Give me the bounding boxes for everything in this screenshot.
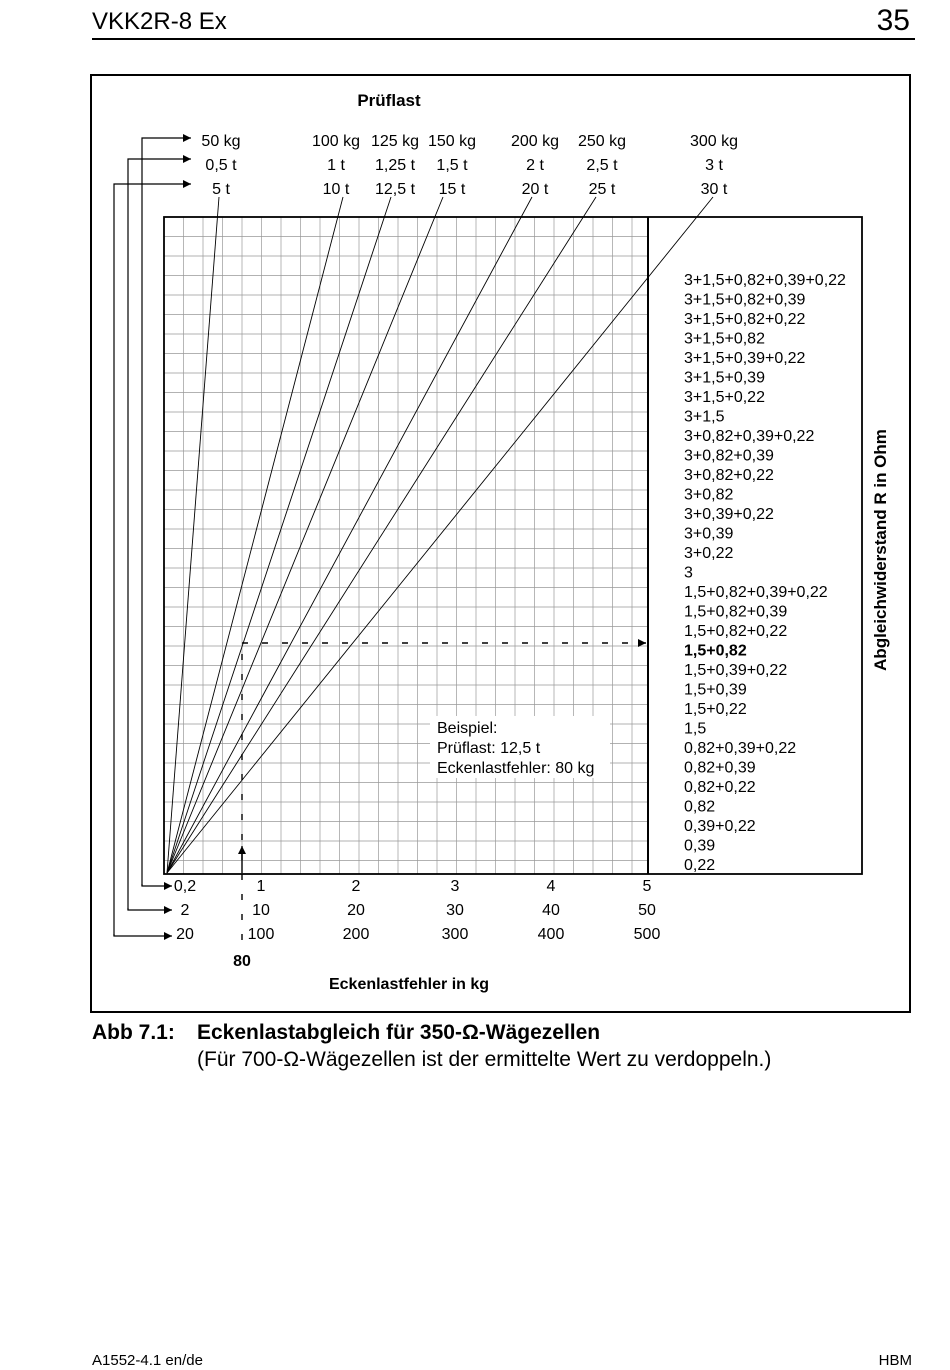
page-number: 35 [876,4,910,37]
error-label: 40 [542,902,560,919]
resistor-label: 3+0,82 [684,486,734,504]
load-label: 250 kg [577,133,627,150]
error-label: 400 [537,926,565,943]
error-label: 2 [351,878,361,895]
load-label: 300 kg [689,133,739,150]
resistor-label: 0,22 [684,857,716,874]
resistor-label: 3+1,5 [684,408,725,426]
scale-arrows [114,138,191,936]
resistor-label: 1,5+0,82+0,39+0,22 [684,584,828,601]
resistor-label: 0,82+0,39+0,22 [684,740,797,757]
scale-arrow-top [128,159,191,910]
load-ray-3 [167,197,443,873]
error-label: 2 [180,902,190,919]
resistor-label: 1,5+0,82+0,39 [684,603,788,621]
resistor-label: 3+1,5+0,39+0,22 [684,350,806,367]
load-label: 1,25 t [374,157,416,174]
top-title: Prüflast [357,91,421,110]
resistor-label: 3+0,39 [684,525,734,543]
load-label: 150 kg [427,133,477,150]
resistor-labels [684,272,846,874]
resistor-label: 3+1,5+0,82+0,22 [684,311,806,328]
load-label: 3 t [705,157,723,174]
load-label: 1 t [327,157,345,174]
load-label: 50 kg [201,133,241,150]
resistor-label: 0,82+0,39 [684,759,756,777]
load-label: 15 t [438,181,466,198]
load-label: 200 kg [510,133,560,150]
load-label: 100 kg [311,133,361,150]
example-error: Eckenlastfehler: 80 kg [437,760,595,777]
page-header-title: VKK2R-8 Ex [92,8,227,35]
load-label: 30 t [700,181,728,198]
resistor-label: 3+0,39+0,22 [684,506,774,523]
caption-label: Abb 7.1: [92,1021,175,1044]
load-label: 1,5 t [436,157,468,174]
resistor-label: 3+0,82+0,39 [684,447,774,465]
load-label: 25 t [588,181,616,198]
caption-title: Eckenlastabgleich für 350-Ω-Wägezellen [197,1021,601,1044]
error-label: 20 [347,902,365,919]
error-label: 10 [252,902,270,919]
resistor-label: 1,5+0,82+0,22 [684,623,788,640]
error-label: 200 [342,926,370,943]
error-label: 4 [546,878,556,895]
scale-arrow-bottom [128,908,172,910]
example-title: Beispiel: [437,720,498,737]
resistor-label: 0,39+0,22 [684,818,756,835]
example-load: Prüflast: 12,5 t [437,740,541,757]
load-label: 2,5 t [586,157,618,174]
error-label: 1 [256,878,266,895]
example-marker-label: 80 [233,953,251,970]
error-label: 300 [441,926,469,943]
load-label: 0,5 t [205,157,237,174]
resistor-label: 3+1,5+0,82 [684,330,765,348]
footer-brand: HBM [878,1352,912,1369]
resistor-label: 3+0,82+0,39+0,22 [684,428,815,445]
resistor-label: 1,5+0,39+0,22 [684,662,788,679]
caption-note: (Für 700-Ω-Wägezellen ist der ermittelte Wert zu verdoppeln.) [197,1048,772,1071]
resistor-label: 3+0,22 [684,545,734,562]
scale-arrow-bottom [114,934,172,936]
scale-arrow-bottom [142,884,172,886]
resistor-label: 1,5+0,22 [684,701,747,718]
error-label: 50 [638,902,656,919]
resistor-label: 3 [684,564,693,582]
error-label: 0,2 [173,878,197,895]
load-label: 12,5 t [374,181,416,198]
resistor-label: 0,39 [684,837,716,855]
error-label: 5 [642,878,652,895]
x-axis-title: Eckenlastfehler in kg [328,976,490,993]
error-label: 100 [247,926,275,943]
error-label: 3 [450,878,460,895]
load-ray-2 [167,197,391,873]
error-label: 20 [176,926,194,943]
error-labels [174,878,661,943]
resistor-label: 3+1,5+0,82+0,39 [684,291,806,309]
load-label: 10 t [322,181,350,198]
example-dashed-path [242,643,646,940]
footer-doc-id: A1552-4.1 en/de [92,1352,203,1369]
resistor-label: 0,82 [684,798,716,816]
scale-arrow-top [114,184,191,936]
resistor-label: 1,5 [684,720,707,738]
load-label: 20 t [521,181,549,198]
resistor-label: 3+1,5+0,22 [684,389,765,406]
resistor-label: 0,82+0,22 [684,779,756,796]
error-label: 500 [633,926,661,943]
resistor-label: 3+1,5+0,39 [684,369,765,387]
load-label: 5 t [212,181,230,198]
load-labels [201,133,738,198]
error-label: 30 [446,902,464,919]
load-label: 2 t [526,157,544,174]
resistor-label: 3+1,5+0,82+0,39+0,22 [684,272,846,289]
load-label: 125 kg [370,133,420,150]
resistor-label: 3+0,82+0,22 [684,467,774,484]
resistor-label: 1,5+0,39 [684,681,747,699]
resistor-label: 1,5+0,82 [684,642,747,660]
right-axis-title: Abgleichwiderstand R in Ohm [871,429,890,671]
